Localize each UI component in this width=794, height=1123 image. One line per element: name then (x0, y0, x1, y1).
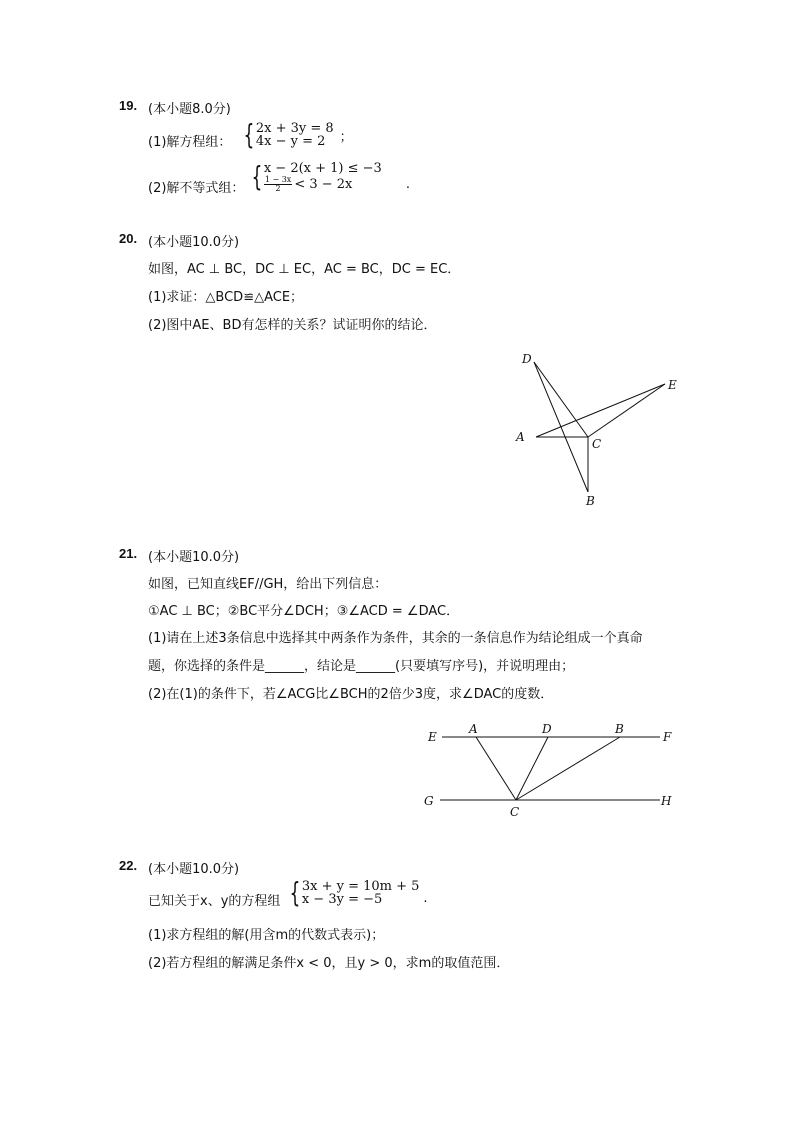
brace-icon: { (289, 876, 301, 909)
q19-fraction: $\frac{1 - 3x}{2}$ (264, 175, 292, 193)
question-19-number: 19. (119, 98, 138, 113)
question-21-number: 21. (119, 546, 138, 561)
q21-line1: 如图，已知直线EF//GH，给出下列信息： (148, 577, 388, 592)
q20-line3: (2)图中AE、BD有怎样的关系？试证明你的结论． (148, 318, 437, 333)
label-d: D (522, 352, 532, 366)
q19-part1-label: (1)解方程组： (148, 135, 232, 150)
q21-figure (420, 718, 685, 823)
question-20-number: 20. (119, 231, 138, 246)
q21-line4: 题，你选择的条件是______，结论是______(只要填写序号)，并说明理由； (148, 659, 575, 674)
q21-line2: ①AC ⊥ BC；②BC平分∠DCH；③∠ACD = ∠DAC． (148, 604, 460, 619)
label-e: E (668, 378, 677, 392)
q19-equation-system (240, 118, 353, 151)
label-h: H (661, 794, 672, 808)
q21-line5: (2)在(1)的条件下，若∠ACG比∠BCH的2倍少3度，求∠DAC的度数． (148, 687, 554, 702)
q19-inequality-system (248, 161, 410, 193)
q19-eq1: 2x + 3y = 8 (255, 121, 334, 136)
q21-line3: (1)请在上述3条信息中选择其中两条作为条件，其余的一条信息作为结论组成一个真命 (148, 631, 643, 646)
label-c: C (592, 437, 602, 451)
segment-db (534, 362, 588, 492)
question-19-header: (本小题8.0分) (148, 102, 231, 117)
label-g: G (424, 794, 434, 808)
q22-eq1: 3x + y = 10m + 5 (301, 879, 420, 894)
q20-line2: (1)求证：△BCD≌△ACE； (148, 290, 304, 305)
q19-ineq2: $\frac{1 - 3x}{2}$ < 3 − 2x (264, 175, 353, 193)
brace-icon: { (243, 118, 255, 151)
q22-eq2: x − 3y = −5 (301, 892, 383, 907)
label-b: B (615, 722, 624, 736)
question-22-number: 22. (119, 858, 138, 873)
segment-ac (476, 737, 516, 800)
brace-icon: { (251, 160, 263, 193)
q19-eq2: 4x − y = 2 (255, 134, 326, 149)
label-a: A (516, 430, 525, 444)
q22-intro: 已知关于x、y的方程组 (148, 894, 281, 909)
q19-ineq1: x − 2(x + 1) ≤ −3 (263, 161, 382, 176)
q22-end: . (423, 890, 428, 906)
q22-line2: (1)求方程组的解(用含m的代数式表示)； (148, 928, 385, 943)
q19-part2-end: . (405, 176, 410, 192)
label-c: C (510, 805, 520, 819)
q19-part2-label: (2)解不等式组： (148, 181, 245, 196)
question-20-header: (本小题10.0分) (148, 235, 240, 250)
label-e: E (428, 730, 437, 744)
q20-line1: 如图，AC ⊥ BC，DC ⊥ EC，AC = BC，DC = EC． (148, 262, 461, 277)
label-f: F (663, 730, 672, 744)
question-21-header: (本小题10.0分) (148, 550, 240, 565)
question-22-header: (本小题10.0分) (148, 862, 240, 877)
q22-line3: (2)若方程组的解满足条件x < 0，且y > 0，求m的取值范围． (148, 956, 510, 971)
q20-figure (500, 345, 690, 515)
q19-part1-end: ； (339, 129, 353, 145)
label-a: A (469, 722, 478, 736)
label-b: B (586, 494, 595, 508)
q22-equation-system (286, 876, 428, 909)
label-d: D (542, 722, 552, 736)
